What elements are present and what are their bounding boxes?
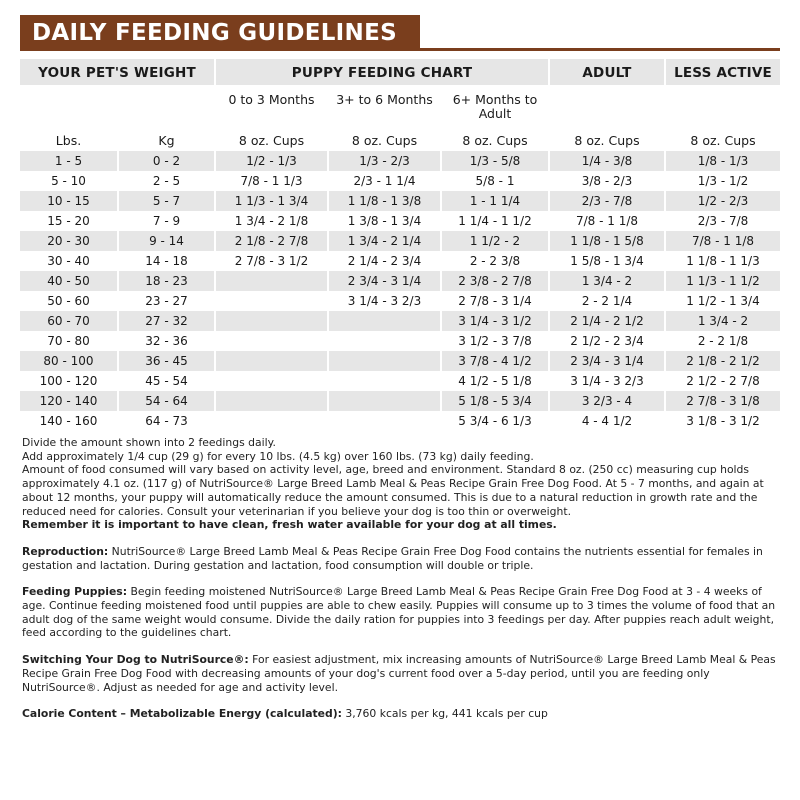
puppy-0-3-cell xyxy=(214,291,327,311)
puppy-6-adult-cell: 3 1/2 - 3 7/8 xyxy=(440,331,548,351)
weight-lbs-cell: 60 - 70 xyxy=(47,314,90,328)
adult-cell: 3/8 - 2/3 xyxy=(548,171,664,191)
note-divide: Divide the amount shown into 2 feedings daily. xyxy=(22,436,276,449)
puppy-3-6-cell xyxy=(327,331,440,351)
page-title: DAILY FEEDING GUIDELINES xyxy=(20,15,420,49)
weight-kg-cell: 45 - 54 xyxy=(117,371,214,391)
puppy-0-3-cell: 1 1/3 - 1 3/4 xyxy=(214,191,327,211)
less-active-cell: 2 - 2 1/8 xyxy=(664,331,780,351)
puppy-3-6-cell: 3 1/4 - 3 2/3 xyxy=(327,291,440,311)
puppy-6-adult-cell: 2 - 2 3/8 xyxy=(440,251,548,271)
puppy-0-3-cell: 2 1/8 - 2 7/8 xyxy=(214,231,327,251)
puppy-3-6-cell: 1 3/8 - 1 3/4 xyxy=(327,211,440,231)
unit-kg: Kg xyxy=(117,131,214,151)
puppy-0-3-cell xyxy=(214,371,327,391)
table-row xyxy=(20,331,780,351)
header-puppy-chart: PUPPY FEEDING CHART xyxy=(214,59,548,85)
adult-cell: 2 3/4 - 3 1/4 xyxy=(548,351,664,371)
less-active-cell: 2/3 - 7/8 xyxy=(664,211,780,231)
adult-cell: 2 1/4 - 2 1/2 xyxy=(548,311,664,331)
puppy-3-6-cell: 1/3 - 2/3 xyxy=(327,151,440,171)
unit-cups: 8 oz. Cups xyxy=(327,131,440,151)
feeding-notes xyxy=(22,436,782,721)
table-row xyxy=(20,391,780,411)
table-row xyxy=(20,411,780,431)
table-row xyxy=(20,371,780,391)
adult-cell: 1 1/8 - 1 5/8 xyxy=(548,231,664,251)
adult-cell: 7/8 - 1 1/8 xyxy=(548,211,664,231)
weight-kg-cell: 14 - 18 xyxy=(117,251,214,271)
weight-kg-cell: 27 - 32 xyxy=(117,311,214,331)
weight-kg-cell: 36 - 45 xyxy=(117,351,214,371)
less-active-cell: 2 7/8 - 3 1/8 xyxy=(664,391,780,411)
puppy-3-6-cell: 1 1/8 - 1 3/8 xyxy=(327,191,440,211)
weight-lbs-cell: 1 - 5 xyxy=(54,154,83,168)
puppy-6-adult-cell: 3 1/4 - 3 1/2 xyxy=(440,311,548,331)
note-amount: Amount of food consumed will vary based on activity level, age, breed and environment. Standard 8 oz. (250 cc) measuring cup holds approximately 4.1 oz. (117 g) of NutriSource® Large Breed Lamb Meal & Peas Recipe Grain Free Dog Food. At 5 - 7 months, and again at about 12 months, your puppy will automatically reduce the amount consumed. This is due to a natural reduction in growth rate and the reduced need for calories. Consult your veterinarian if you believe your dog is too thin or overweight. xyxy=(22,463,764,518)
table-row xyxy=(20,251,780,271)
puppy-6-adult-cell: 2 3/8 - 2 7/8 xyxy=(440,271,548,291)
weight-lbs-cell: 120 - 140 xyxy=(39,394,98,408)
puppy-0-3-cell xyxy=(214,331,327,351)
table-row xyxy=(20,191,780,211)
table-body xyxy=(20,151,780,431)
weight-lbs-cell: 15 - 20 xyxy=(47,214,90,228)
unit-cups: 8 oz. Cups xyxy=(664,131,780,151)
puppy-3-6-cell: 1 3/4 - 2 1/4 xyxy=(327,231,440,251)
weight-kg-cell: 64 - 73 xyxy=(117,411,214,431)
adult-cell: 3 1/4 - 3 2/3 xyxy=(548,371,664,391)
weight-kg-cell: 32 - 36 xyxy=(117,331,214,351)
puppy-0-3-cell: 1/2 - 1/3 xyxy=(214,151,327,171)
table-row xyxy=(20,271,780,291)
table-row xyxy=(20,291,780,311)
puppy-6-adult-cell: 1 1/4 - 1 1/2 xyxy=(440,211,548,231)
table-row xyxy=(20,311,780,331)
puppy-6-adult-cell: 1 1/2 - 2 xyxy=(440,231,548,251)
weight-lbs-cell: 10 - 15 xyxy=(47,194,90,208)
age-header-0-3: 0 to 3 Months xyxy=(214,87,327,131)
puppy-3-6-cell: 2 1/4 - 2 3/4 xyxy=(327,251,440,271)
adult-cell: 2 - 2 1/4 xyxy=(548,291,664,311)
table-row xyxy=(20,351,780,371)
puppy-6-adult-cell: 3 7/8 - 4 1/2 xyxy=(440,351,548,371)
weight-kg-cell: 7 - 9 xyxy=(117,211,214,231)
puppy-0-3-cell xyxy=(214,311,327,331)
adult-cell: 1 5/8 - 1 3/4 xyxy=(548,251,664,271)
table-row xyxy=(20,211,780,231)
weight-lbs-cell: 30 - 40 xyxy=(47,254,90,268)
note-reproduction: Reproduction: NutriSource® Large Breed Lamb Meal & Peas Recipe Grain Free Dog Food contains the nutrients essential for females in gestation and lactation. During gestation and lactation, food consumption will double or triple. xyxy=(22,544,763,572)
header-adult: ADULT xyxy=(548,59,664,85)
weight-kg-cell: 0 - 2 xyxy=(117,151,214,171)
adult-cell: 2/3 - 7/8 xyxy=(548,191,664,211)
unit-cups: 8 oz. Cups xyxy=(548,131,664,151)
less-active-cell: 1/2 - 2/3 xyxy=(664,191,780,211)
weight-lbs-cell: 100 - 120 xyxy=(39,374,98,388)
puppy-6-adult-cell: 5 1/8 - 5 3/4 xyxy=(440,391,548,411)
weight-lbs-cell: 20 - 30 xyxy=(47,234,90,248)
puppy-0-3-cell xyxy=(214,351,327,371)
less-active-cell: 1 1/2 - 1 3/4 xyxy=(664,291,780,311)
puppy-0-3-cell: 2 7/8 - 3 1/2 xyxy=(214,251,327,271)
puppy-3-6-cell xyxy=(327,311,440,331)
adult-cell: 1/4 - 3/8 xyxy=(548,151,664,171)
less-active-cell: 7/8 - 1 1/8 xyxy=(664,231,780,251)
table-row xyxy=(20,171,780,191)
weight-lbs-cell: 40 - 50 xyxy=(47,274,90,288)
table-group-header xyxy=(20,59,780,87)
weight-kg-cell: 54 - 64 xyxy=(117,391,214,411)
weight-kg-cell: 9 - 14 xyxy=(117,231,214,251)
puppy-0-3-cell xyxy=(214,271,327,291)
puppy-0-3-cell xyxy=(214,391,327,411)
title-divider xyxy=(20,48,780,51)
header-weight: YOUR PET'S WEIGHT xyxy=(38,65,196,81)
puppy-6-adult-cell: 5/8 - 1 xyxy=(440,171,548,191)
puppy-0-3-cell: 7/8 - 1 1/3 xyxy=(214,171,327,191)
less-active-cell: 1 3/4 - 2 xyxy=(664,311,780,331)
puppy-6-adult-cell: 1 - 1 1/4 xyxy=(440,191,548,211)
puppy-0-3-cell: 1 3/4 - 2 1/8 xyxy=(214,211,327,231)
note-calorie-content: Calorie Content – Metabolizable Energy (calculated): 3,760 kcals per kg, 441 kcals per cup xyxy=(22,707,548,721)
age-header-3-6: 3+ to 6 Months xyxy=(327,87,440,131)
adult-cell: 3 2/3 - 4 xyxy=(548,391,664,411)
puppy-3-6-cell: 2 3/4 - 3 1/4 xyxy=(327,271,440,291)
adult-cell: 4 - 4 1/2 xyxy=(548,411,664,431)
unit-cups: 8 oz. Cups xyxy=(440,131,548,151)
puppy-6-adult-cell: 5 3/4 - 6 1/3 xyxy=(440,411,548,431)
note-feeding-puppies: Feeding Puppies: Begin feeding moistened NutriSource® Large Breed Lamb Meal & Peas Recipe Grain Free Dog Food at 3 - 4 weeks of age. Continue feeding moistened food until puppies are able to chew easily. Puppies will consume up to 3 times the volume of food that an adult dog of the same weight would consume. Divide the daily ration for puppies into 3 feedings per day. After puppies reach adult weight, feed according to the guidelines chart. xyxy=(22,585,776,640)
table-row xyxy=(20,231,780,251)
weight-lbs-cell: 50 - 60 xyxy=(47,294,90,308)
table-units-row xyxy=(20,131,780,151)
less-active-cell: 1 1/8 - 1 1/3 xyxy=(664,251,780,271)
adult-cell: 1 3/4 - 2 xyxy=(548,271,664,291)
feeding-table xyxy=(20,59,780,431)
weight-kg-cell: 18 - 23 xyxy=(117,271,214,291)
unit-lbs: Lbs. xyxy=(55,133,82,148)
weight-lbs-cell: 5 - 10 xyxy=(51,174,86,188)
unit-cups: 8 oz. Cups xyxy=(214,131,327,151)
table-row xyxy=(20,151,780,171)
puppy-3-6-cell xyxy=(327,371,440,391)
weight-lbs-cell: 140 - 160 xyxy=(39,414,98,428)
adult-cell: 2 1/2 - 2 3/4 xyxy=(548,331,664,351)
puppy-3-6-cell xyxy=(327,391,440,411)
weight-kg-cell: 23 - 27 xyxy=(117,291,214,311)
puppy-3-6-cell xyxy=(327,411,440,431)
puppy-6-adult-cell: 2 7/8 - 3 1/4 xyxy=(440,291,548,311)
less-active-cell: 1 1/3 - 1 1/2 xyxy=(664,271,780,291)
less-active-cell: 1/8 - 1/3 xyxy=(664,151,780,171)
weight-lbs-cell: 70 - 80 xyxy=(47,334,90,348)
puppy-3-6-cell xyxy=(327,351,440,371)
puppy-6-adult-cell: 4 1/2 - 5 1/8 xyxy=(440,371,548,391)
note-switching: Switching Your Dog to NutriSource®: For easiest adjustment, mix increasing amounts of NutriSource® Large Breed Lamb Meal & Peas Recipe Grain Free Dog Food with decreasing amounts of your dog's current food over a 5-day period, until you are feeding only NutriSource®. Adjust as needed for age and activity level. xyxy=(22,653,776,694)
note-add: Add approximately 1/4 cup (29 g) for every 10 lbs. (4.5 kg) over 160 lbs. (73 kg) daily feeding. xyxy=(22,449,534,463)
less-active-cell: 2 1/2 - 2 7/8 xyxy=(664,371,780,391)
weight-kg-cell: 5 - 7 xyxy=(117,191,214,211)
note-water: Remember it is important to have clean, fresh water available for your dog at all times. xyxy=(22,518,557,532)
weight-lbs-cell: 80 - 100 xyxy=(43,354,94,368)
less-active-cell: 1/3 - 1/2 xyxy=(664,171,780,191)
puppy-3-6-cell: 2/3 - 1 1/4 xyxy=(327,171,440,191)
puppy-0-3-cell xyxy=(214,411,327,431)
age-header-6-adult: 6+ Months to Adult xyxy=(440,87,548,131)
weight-kg-cell: 2 - 5 xyxy=(117,171,214,191)
less-active-cell: 2 1/8 - 2 1/2 xyxy=(664,351,780,371)
puppy-6-adult-cell: 1/3 - 5/8 xyxy=(440,151,548,171)
less-active-cell: 3 1/8 - 3 1/2 xyxy=(664,411,780,431)
table-age-header xyxy=(20,87,780,131)
header-less-active: LESS ACTIVE xyxy=(664,59,780,85)
